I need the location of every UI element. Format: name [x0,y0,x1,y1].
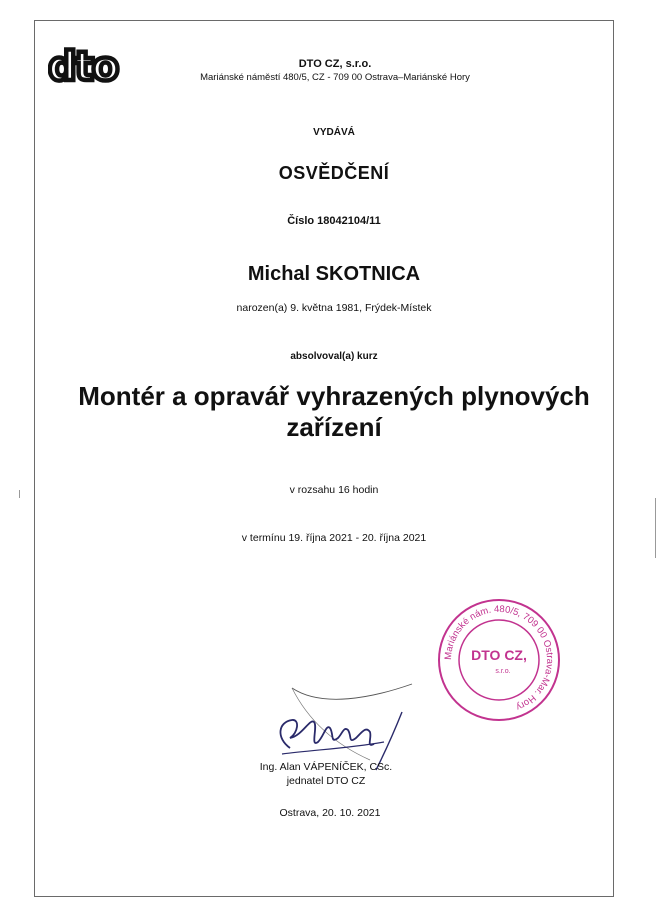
stamp-center-sub: s.r.o. [495,668,511,675]
document-title: OSVĚDČENÍ [278,163,390,183]
signer-name: Ing. Alan VÁPENÍČEK, CSc. [259,761,393,773]
dto-logo [48,44,128,90]
certificate-number: Číslo 18042104/11 [287,215,381,227]
course-name: Montér a opravář vyhrazených plynových zařízení [78,381,590,442]
completed-label: absolvoval(a) kurz [290,351,378,362]
signer-role: jednatel DTO CZ [286,775,366,787]
issuer-name: DTO CZ, s.r.o. [298,58,372,70]
scan-mark [19,490,20,498]
issuer-address: Mariánské náměstí 480/5, CZ - 709 00 Ostrava–Mariánské Hory [200,72,470,83]
birth-info: narozen(a) 9. května 1981, Frýdek-Místek [236,302,432,314]
signer-block [236,760,416,788]
issuer-header [190,58,480,85]
place-date: Ostrava, 20. 10. 2021 [279,807,381,819]
stamp-center-text: DTO CZ, [471,647,527,663]
course-term: v termínu 19. října 2021 - 20. října 2021 [241,532,427,544]
stamp-ring-text: Mariánské nám. 480/5, 709 00 Ostrava-Mar. Hory [442,603,556,713]
issues-label: VYDÁVÁ [313,127,355,138]
svg-text:dto: dto [48,44,118,90]
scan-mark [655,498,656,558]
course-hours: v rozsahu 16 hodin [289,484,379,496]
company-stamp [435,596,563,724]
holder-name: Michal SKOTNICA [247,263,421,285]
